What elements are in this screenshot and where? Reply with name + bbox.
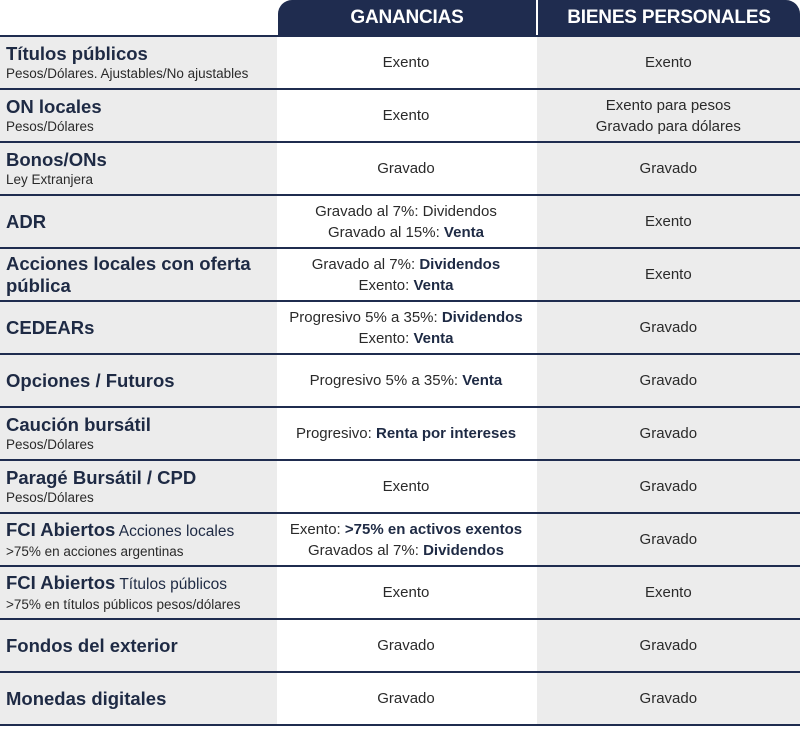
instrument-name: Opciones / Futuros [6, 369, 175, 391]
ganancias-concept: Dividendos [423, 541, 504, 559]
ganancias-cell [277, 461, 534, 512]
ganancias-concept: Renta por intereses [375, 425, 517, 442]
ganancias-line [383, 582, 430, 603]
ganancias-line [310, 370, 503, 391]
ganancias-concept: Dividendos [441, 308, 523, 326]
bienes-personales-value: Exento para pesos [605, 96, 731, 114]
instrument-name: FCI Abiertos [6, 572, 116, 593]
table-row [0, 302, 800, 355]
bienes-personales-value: Exento [644, 266, 692, 283]
ganancias-concept: Venta [413, 329, 454, 347]
instrument-name: Acciones locales con oferta pública [6, 252, 251, 296]
instrument-cell [0, 514, 277, 565]
bienes-personales-value: Gravado [639, 690, 698, 707]
bienes-personales-value: Gravado [639, 425, 698, 442]
bienes-personales-value: Gravado para dólares [595, 117, 741, 135]
instrument-subtitle: Pesos/Dólares [6, 490, 94, 505]
ganancias-rate: Progresivo: [295, 425, 376, 442]
watermark-year: 1820 [365, 436, 449, 482]
ganancias-rate: Exento: [358, 276, 414, 294]
ganancias-line [377, 158, 435, 179]
ganancias-rate: Exento: [358, 329, 414, 347]
instrument-name: Monedas digitales [6, 687, 167, 709]
instrument-title [6, 467, 277, 489]
instrument-name: Títulos públicos [6, 43, 148, 64]
table-row [0, 408, 800, 461]
ganancias-line [358, 275, 453, 296]
instrument-cell [0, 37, 277, 88]
table-row [0, 514, 800, 567]
table-row [0, 461, 800, 514]
table-row [0, 35, 800, 90]
ganancias-rate: Gravado [377, 637, 435, 654]
ganancias-rate: Gravado al 15%: [328, 223, 444, 241]
ganancias-rate: Exento [382, 107, 430, 124]
bienes-personales-cell [537, 620, 800, 671]
instrument-name: FCI Abiertos [6, 519, 116, 540]
instrument-cell [0, 620, 277, 671]
ganancias-line [296, 423, 516, 444]
ganancias-cell [277, 249, 534, 300]
instrument-title [6, 572, 277, 596]
instrument-cell [0, 143, 277, 194]
ganancias-cell [277, 514, 534, 565]
instrument-title [6, 149, 277, 171]
ganancias-cell [277, 90, 534, 141]
ganancias-line [328, 222, 484, 243]
instrument-cell [0, 408, 277, 459]
instrument-qualifier: Títulos públicos [115, 576, 228, 593]
bienes-personales-cell [537, 567, 800, 618]
instrument-name: Fondos del exterior [6, 634, 178, 656]
table-header [0, 0, 800, 35]
instrument-subtitle: Pesos/Dólares. Ajustables/No ajustables [6, 66, 249, 81]
table-row [0, 567, 800, 620]
table-row [0, 620, 800, 673]
bienes-personales-cell [537, 408, 800, 459]
ganancias-concept: Venta [462, 372, 503, 389]
table-row [0, 143, 800, 196]
instrument-cell [0, 196, 277, 247]
instrument-title [6, 211, 277, 233]
instrument-cell [0, 567, 277, 618]
instrument-title [6, 688, 277, 710]
ganancias-cell [277, 143, 534, 194]
ganancias-cell [277, 37, 534, 88]
instrument-cell [0, 249, 277, 300]
table-row [0, 90, 800, 143]
ganancias-cell [277, 408, 534, 459]
ganancias-cell [277, 355, 534, 406]
ganancias-line [377, 688, 435, 709]
instrument-cell [0, 673, 277, 724]
instrument-cell [0, 355, 277, 406]
ganancias-cell [277, 567, 534, 618]
ganancias-concept: >75% en activos exentos [344, 520, 523, 538]
header-ganancias: GANANCIAS [278, 0, 536, 35]
bienes-personales-cell [537, 514, 800, 565]
ganancias-cell [277, 302, 534, 353]
bienes-personales-cell [537, 461, 800, 512]
ganancias-cell [277, 620, 534, 671]
instrument-title [6, 253, 277, 297]
table-row [0, 355, 800, 408]
ganancias-line [383, 52, 430, 73]
ganancias-concept: Venta [443, 223, 484, 241]
bienes-personales-cell [537, 249, 800, 300]
bienes-personales-value: Exento [644, 213, 692, 230]
instrument-cell [0, 302, 277, 353]
bienes-personales-value: Exento [644, 54, 692, 71]
ganancias-rate: Progresivo 5% a 35%: [289, 308, 442, 326]
ganancias-rate: Gravado [377, 690, 435, 707]
ganancias-concept: Dividendos [419, 255, 501, 273]
bienes-personales-value: Gravado [639, 319, 698, 336]
ganancias-rate: Gravados al 7%: [308, 541, 424, 559]
ganancias-rate: Gravado al 7%: [315, 202, 423, 220]
ganancias-rate: Exento [382, 478, 430, 495]
instrument-name: CEDEARs [6, 316, 95, 338]
instrument-subtitle: >75% en títulos públicos pesos/dólares [6, 597, 241, 612]
instrument-subtitle: Pesos/Dólares [6, 437, 94, 452]
bienes-personales-value: Gravado [639, 637, 698, 654]
instrument-name: ON locales [6, 96, 102, 117]
bienes-personales-value: Gravado [639, 160, 698, 177]
instrument-name: Bonos/ONs [6, 149, 107, 170]
tax-table [0, 35, 800, 726]
ganancias-line [377, 635, 435, 656]
table-row [0, 249, 800, 302]
bienes-personales-value: Gravado [639, 478, 698, 495]
instrument-qualifier: Acciones locales [115, 523, 235, 540]
instrument-subtitle: Ley Extranjera [6, 172, 94, 187]
ganancias-line [289, 307, 522, 328]
bienes-personales-cell [537, 302, 800, 353]
instrument-cell [0, 90, 277, 141]
instrument-title [6, 370, 277, 392]
ganancias-cell [277, 673, 534, 724]
instrument-title [6, 414, 277, 436]
ganancias-rate: Exento [382, 54, 430, 71]
ganancias-rate: Gravado al 7%: [311, 255, 420, 273]
instrument-cell [0, 461, 277, 512]
bienes-personales-cell [537, 37, 800, 88]
ganancias-rate: Gravado [377, 160, 435, 177]
ganancias-line [358, 328, 453, 349]
table-row [0, 673, 800, 726]
bienes-personales-value: Gravado [639, 531, 698, 548]
ganancias-line [308, 540, 504, 561]
instrument-title [6, 96, 277, 118]
instrument-title [6, 317, 277, 339]
instrument-subtitle: Pesos/Dólares [6, 119, 94, 134]
instrument-name: Caución bursátil [6, 414, 151, 435]
ganancias-line [290, 519, 522, 540]
bienes-personales-value: Exento [644, 584, 692, 601]
bienes-personales-cell [537, 196, 800, 247]
bienes-personales-cell [537, 673, 800, 724]
instrument-name: ADR [6, 210, 47, 232]
ganancias-rate: Exento [382, 584, 430, 601]
table-row [0, 196, 800, 249]
ganancias-line [383, 476, 430, 497]
ganancias-line [383, 105, 430, 126]
instrument-title [6, 519, 277, 543]
ganancias-rate: Exento: [289, 520, 345, 538]
instrument-title [6, 43, 277, 65]
ganancias-line [315, 201, 497, 222]
bienes-personales-cell [537, 90, 800, 141]
ganancias-concept: Dividendos [422, 202, 497, 220]
ganancias-cell [277, 196, 534, 247]
instrument-subtitle: >75% en acciones argentinas [6, 544, 184, 559]
bienes-personales-cell [537, 143, 800, 194]
header-bienes-personales: BIENES PERSONALES [538, 0, 800, 35]
instrument-title [6, 635, 277, 657]
ganancias-rate: Progresivo 5% a 35%: [309, 372, 463, 389]
bienes-personales-value: Gravado [639, 372, 698, 389]
ganancias-concept: Venta [413, 276, 454, 294]
ganancias-line [312, 254, 500, 275]
instrument-name: Paragé Bursátil / CPD [6, 467, 197, 488]
bienes-personales-cell [537, 355, 800, 406]
